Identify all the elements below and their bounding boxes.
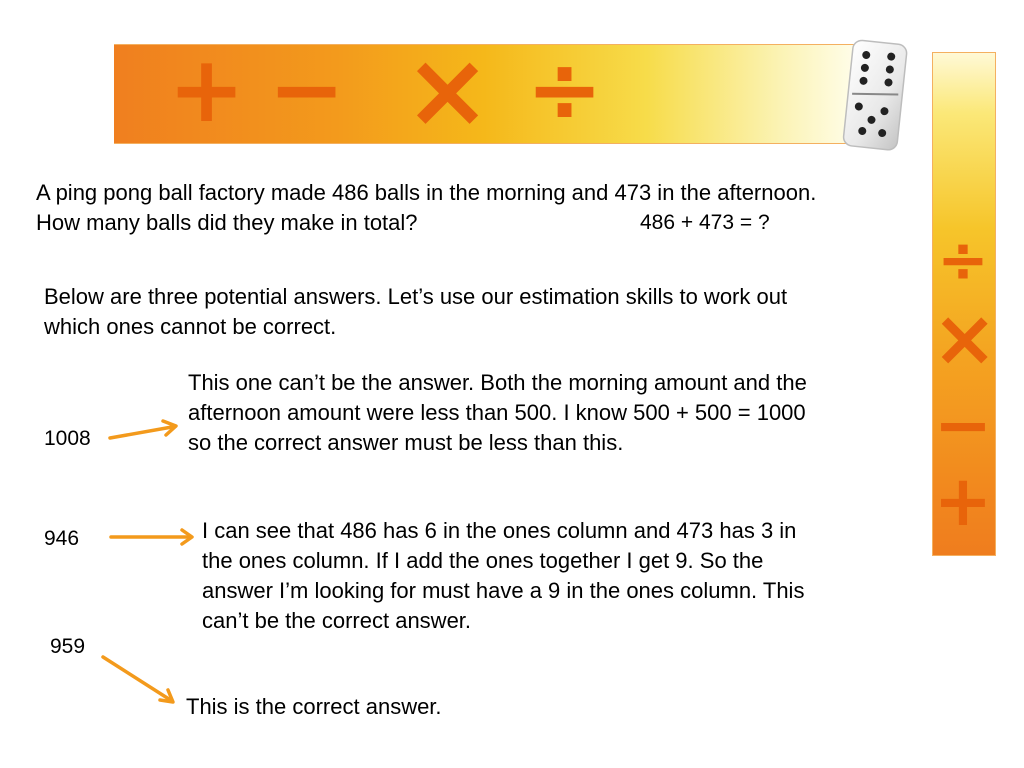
- answer-value-946: 946: [44, 527, 80, 550]
- plus-icon: +: [168, 36, 246, 143]
- answer-value-959: 959: [50, 635, 86, 658]
- arrow-icon: [108, 418, 184, 448]
- minus-icon: −: [268, 36, 346, 143]
- multiply-icon: ×: [404, 29, 492, 151]
- arrow-icon: [108, 526, 198, 548]
- intro-text: Below are three potential answers. Let’s use our estimation skills to work out which ones cannot be correct.: [44, 284, 788, 339]
- divide-icon: ÷: [526, 36, 604, 143]
- answer-explanation-946: I can see that 486 has 6 in the ones column and 473 has 3 in the ones column. If I add the ones together I get 9. So the answer I’m looking for must have a 9 in the ones column. This can’t be the correct answer.: [202, 518, 805, 633]
- multiply-icon: ×: [932, 294, 998, 384]
- answer-value-1008: 1008: [44, 427, 91, 450]
- problem-text: A ping pong ball factory made 486 balls in the morning and 473 in the afternoon. How many balls did they make in total?: [36, 180, 817, 235]
- answer-explanation-959: This is the correct answer.: [186, 694, 442, 719]
- divide-icon: ÷: [937, 223, 989, 296]
- domino-icon: [838, 36, 910, 156]
- plus-icon: +: [933, 460, 993, 542]
- answer-explanation-1008: This one can’t be the answer. Both the morning amount and the afternoon amount were less than 500. I know 500 + 500 = 1000 so the correct answer must be less than this.: [188, 370, 807, 455]
- minus-icon: −: [933, 384, 993, 466]
- problem-equation: 486 + 473 = ?: [640, 211, 770, 234]
- arrow-icon: [98, 652, 180, 708]
